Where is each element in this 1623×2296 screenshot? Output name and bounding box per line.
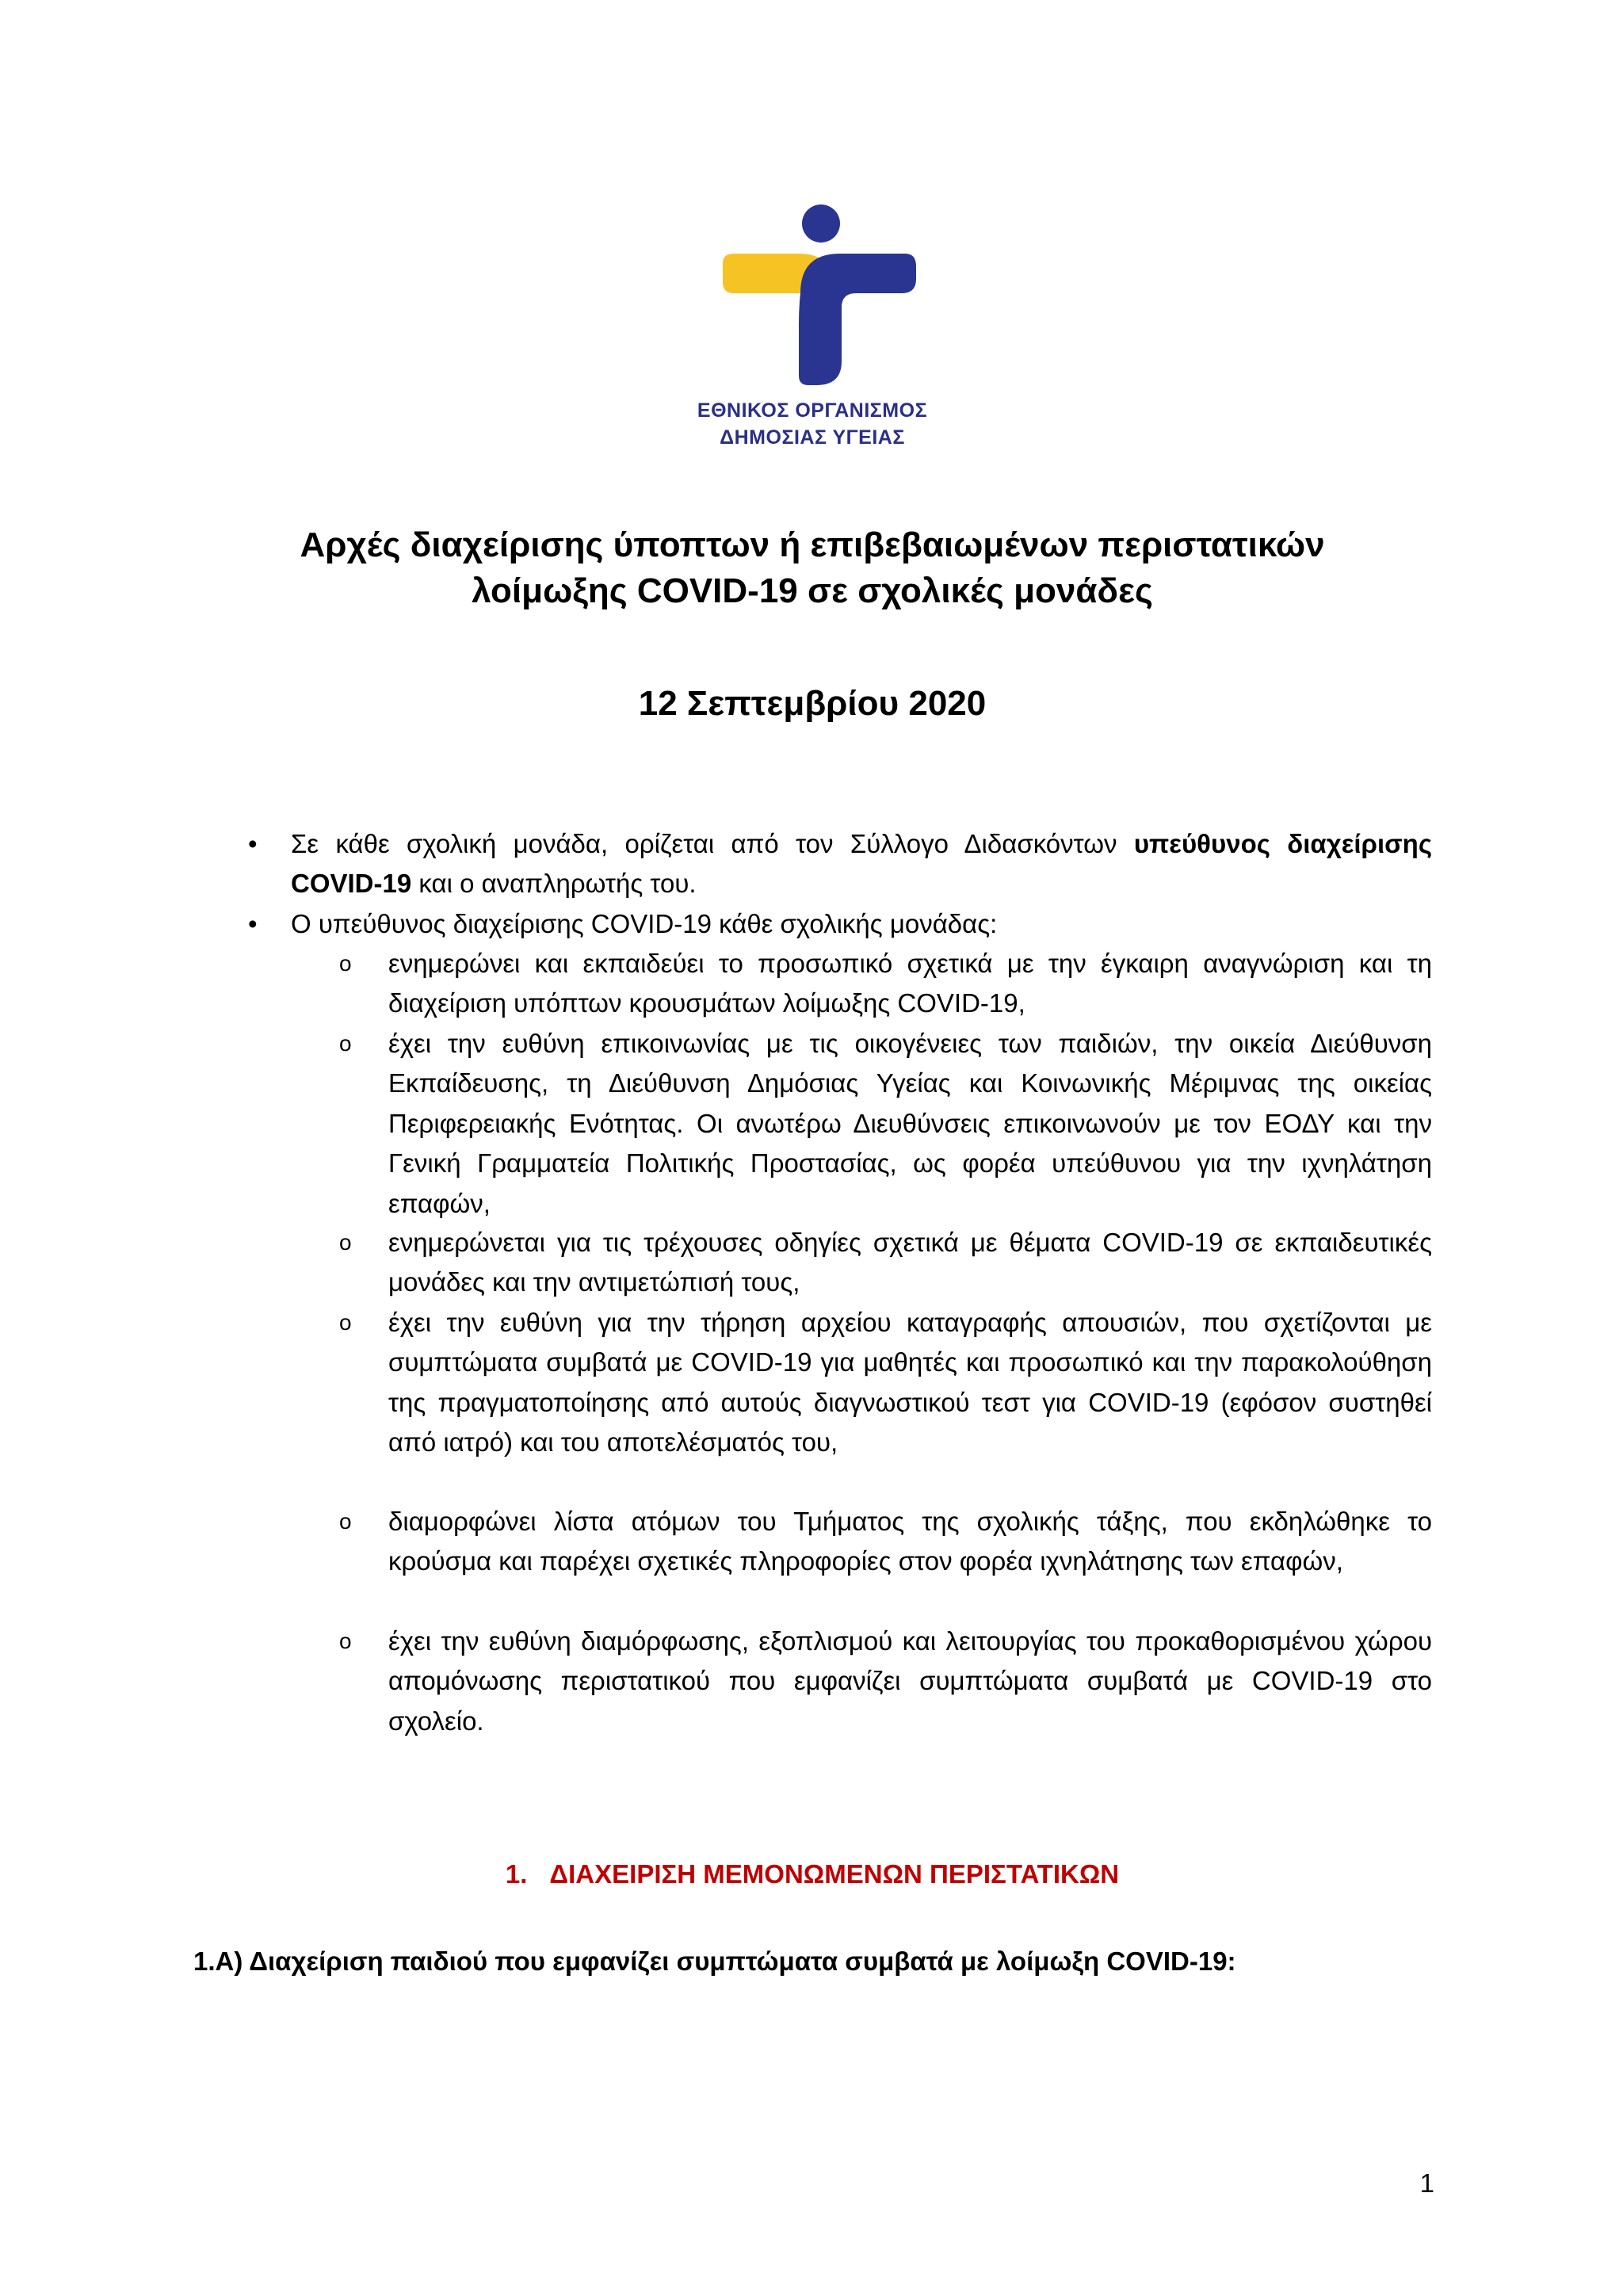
section-heading: [190, 1855, 1434, 1894]
document-date: 12 Σεπτεμβρίου 2020: [638, 684, 987, 723]
org-name-line-1: ΕΘΝΙΚΟΣ ΟΡΓΑΝΙΣΜΟΣ: [697, 399, 928, 422]
bullet-item: [248, 904, 1432, 944]
bullet-marker: •: [248, 909, 258, 938]
sub-list-marker: o: [339, 1031, 352, 1056]
sub-list-item: [339, 1622, 1432, 1741]
sub-list-text: έχει την ευθύνη επικοινωνίας με τις οικογένειες των παιδιών, την οικεία Διεύθυνση Εκπαίδευσης, τη Διεύθυνση Δημόσιας Υγείας και Κοινωνικής Μέριμνας της οικείας Περιφερειακής Ενότητας. Οι ανωτέρω Διευθύνσεις επικοινωνούν με τον ΕΟΔΥ και την Γενική Γραμματεία Πολιτικής Προστασίας, ως φορέα υπεύθυνου για την ιχνηλάτηση επαφών,: [388, 1029, 1432, 1218]
bullet-item: [248, 824, 1433, 904]
section-number: 1.: [505, 1859, 528, 1889]
section-title: ΔΙΑΧΕΙΡΙΣΗ ΜΕΜΟΝΩΜΕΝΩΝ ΠΕΡΙΣΤΑΤΙΚΩΝ: [549, 1859, 1120, 1889]
sub-list-item: [339, 1303, 1432, 1463]
sub-list-text: διαμορφώνει λίστα ατόμων του Τμήματος της σχολικής τάξης, που εκδηλώθηκε το κρούσμα και παρέχει σχετικές πληροφορίες στον φορέα ιχνηλάτησης των επαφών,: [388, 1507, 1432, 1576]
eody-logo-icon: [705, 204, 919, 388]
bullet-bold-text: υπεύθυνος διαχείρισης COVID-19: [291, 829, 1433, 899]
page-number: 1: [1419, 2168, 1434, 2198]
sub-list-marker: o: [339, 951, 352, 976]
bullet-text: Ο υπεύθυνος διαχείρισης COVID-19 κάθε σχολικής μονάδας:: [291, 909, 998, 938]
sub-list-item: [339, 1024, 1432, 1224]
bullet-text-end: και ο αναπληρωτής του.: [411, 869, 697, 899]
sub-list-marker: o: [339, 1230, 352, 1255]
org-name-line-2: ΔΗΜΟΣΙΑΣ ΥΓΕΙΑΣ: [720, 426, 905, 449]
eody-logo: [689, 204, 935, 458]
sub-list-item: [339, 944, 1432, 1024]
sub-list-item: [339, 1502, 1432, 1582]
sub-list-marker: o: [339, 1509, 352, 1534]
document-title-line-1: Αρχές διαχείρισης ύποπτων ή επιβεβαιωμένων περιστατικών: [300, 525, 1325, 564]
sub-list-marker: o: [339, 1310, 352, 1335]
sub-list-text: έχει την ευθύνη για την τήρηση αρχείου καταγραφής απουσιών, που σχετίζονται με συμπτώματα συμβατά με COVID-19 για μαθητές και προσωπικό και την παρακολούθηση της πραγματοποίησης από αυτούς διαγνωστικού τεστ για COVID-19 (εφόσον συστηθεί από ιατρό) και του αποτελέσματός του,: [388, 1308, 1432, 1457]
subsection-heading: 1.Α) Διαχείριση παιδιού που εμφανίζει συμπτώματα συμβατά με λοίμωξη COVID-19:: [193, 1946, 1236, 1976]
sub-list-item: [339, 1223, 1432, 1303]
document-title-line-2: λοίμωξης COVID-19 σε σχολικές μονάδες: [472, 571, 1153, 610]
sub-list-marker: o: [339, 1629, 352, 1653]
sub-list-text: ενημερώνει και εκπαιδεύει το προσωπικό σχετικά με την έγκαιρη αναγνώριση και τη διαχείριση υπόπτων κρουσμάτων λοίμωξης COVID-19,: [388, 949, 1432, 1018]
sub-list-text: ενημερώνεται για τις τρέχουσες οδηγίες σχετικά με θέματα COVID-19 σε εκπαιδευτικές μονάδες και την αντιμετώπισή τους,: [388, 1228, 1432, 1297]
bullet-marker: •: [248, 829, 258, 858]
sub-list-text: έχει την ευθύνη διαμόρφωσης, εξοπλισμού και λειτουργίας του προκαθορισμένου χώρου απομόνωσης περιστατικού που εμφανίζει συμπτώματα συμβατά με COVID-19 στο σχολείο.: [388, 1626, 1432, 1736]
bullet-text: Σε κάθε σχολική μονάδα, ορίζεται από τον Σύλλογο Διδασκόντων: [291, 829, 1134, 858]
